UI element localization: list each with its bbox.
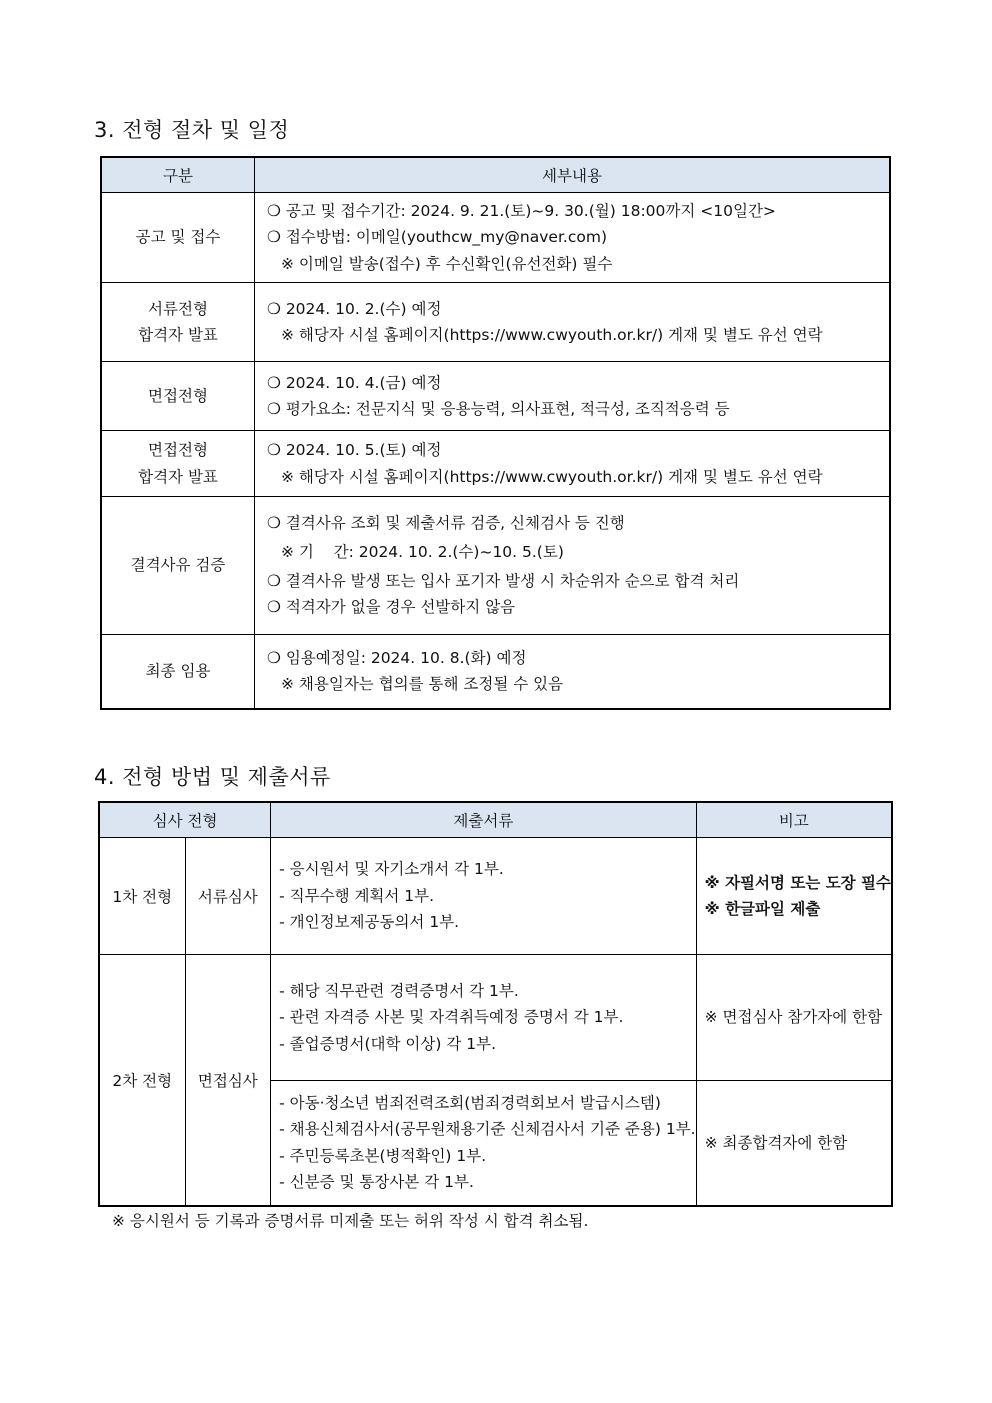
row-category: 최종 임용 <box>101 635 255 709</box>
table-row <box>101 362 890 431</box>
header-notes: 비고 <box>696 802 892 838</box>
document-list: - 해당 직무관련 경력증명서 각 1부. - 관련 자격증 사본 및 자격취득예정 증명서 각 1부. - 졸업증명서(대학 이상) 각 1부. <box>271 955 696 1081</box>
row-details: ❍ 공고 및 접수기간: 2024. 9. 21.(토)~9. 30.(월) 18:00까지 <10일간> ❍ 접수방법: 이메일(youthcw_my@naver.com) ※ 이메일 발송(접수) 후 수신확인(유선전화) 필수 <box>255 193 891 283</box>
row-details: ❍ 2024. 10. 5.(토) 예정 ※ 해당자 시설 홈페이지(https://www.cwyouth.or.kr/) 게재 및 별도 유선 연락 <box>255 431 891 497</box>
review-type: 면접심사 <box>185 955 271 1206</box>
row-details: ❍ 임용예정일: 2024. 10. 8.(화) 예정 ※ 채용일자는 협의를 통해 조정될 수 있음 <box>255 635 891 709</box>
table-row <box>101 431 890 497</box>
header-stage: 심사 전형 <box>99 802 271 838</box>
review-type: 서류심사 <box>185 838 271 955</box>
row-details: ❍ 2024. 10. 4.(금) 예정 ❍ 평가요소: 전문지식 및 응용능력, 의사표현, 적극성, 조직적응력 등 <box>255 362 891 431</box>
document-list: - 아동·청소년 범죄전력조회(범죄경력회보서 발급시스템) - 채용신체검사서(공무원채용기준 신체검사서 기준 준용) 1부. - 주민등록초본(병적확인) 1부. - 신분증 및 통장사본 각 1부. <box>271 1081 696 1206</box>
table-header-row <box>101 157 890 193</box>
row-category: 서류전형 합격자 발표 <box>101 283 255 362</box>
row-category: 면접전형 합격자 발표 <box>101 431 255 497</box>
footnote: ※ 응시원서 등 기록과 증명서류 미제출 또는 허위 작성 시 합격 취소됨. <box>112 1212 589 1230</box>
row-category: 결격사유 검증 <box>101 497 255 635</box>
row-details: ❍ 결격사유 조회 및 제출서류 검증, 신체검사 등 진행 ※ 기 간: 2024. 10. 2.(수)~10. 5.(토) ❍ 결격사유 발생 또는 입사 포기자 발생 시 차순위자 순으로 합격 처리 ❍ 적격자가 없을 경우 선발하지 않음 <box>255 497 891 635</box>
section-3-title: 3. 전형 절차 및 일정 <box>94 118 290 142</box>
documents-table <box>98 801 893 1207</box>
header-details: 세부내용 <box>255 157 891 193</box>
header-documents: 제출서류 <box>271 802 696 838</box>
schedule-table <box>100 156 891 710</box>
stage-label: 2차 전형 <box>99 955 185 1206</box>
row-category: 면접전형 <box>101 362 255 431</box>
note-cell: ※ 자필서명 또는 도장 필수 ※ 한글파일 제출 <box>696 838 892 955</box>
table-row <box>101 635 890 709</box>
row-category: 공고 및 접수 <box>101 193 255 283</box>
stage-label: 1차 전형 <box>99 838 185 955</box>
table-row <box>99 838 892 955</box>
note-cell: ※ 면접심사 참가자에 한함 <box>696 955 892 1081</box>
table-row <box>101 283 890 362</box>
header-category: 구분 <box>101 157 255 193</box>
table-header-row <box>99 802 892 838</box>
document-list: - 응시원서 및 자기소개서 각 1부. - 직무수행 계획서 1부. - 개인정보제공동의서 1부. <box>271 838 696 955</box>
row-details: ❍ 2024. 10. 2.(수) 예정 ※ 해당자 시설 홈페이지(https://www.cwyouth.or.kr/) 게재 및 별도 유선 연락 <box>255 283 891 362</box>
table-row <box>101 497 890 635</box>
section-4-title: 4. 전형 방법 및 제출서류 <box>94 765 331 789</box>
note-cell: ※ 최종합격자에 한함 <box>696 1081 892 1206</box>
table-row <box>99 955 892 1081</box>
table-row <box>101 193 890 283</box>
